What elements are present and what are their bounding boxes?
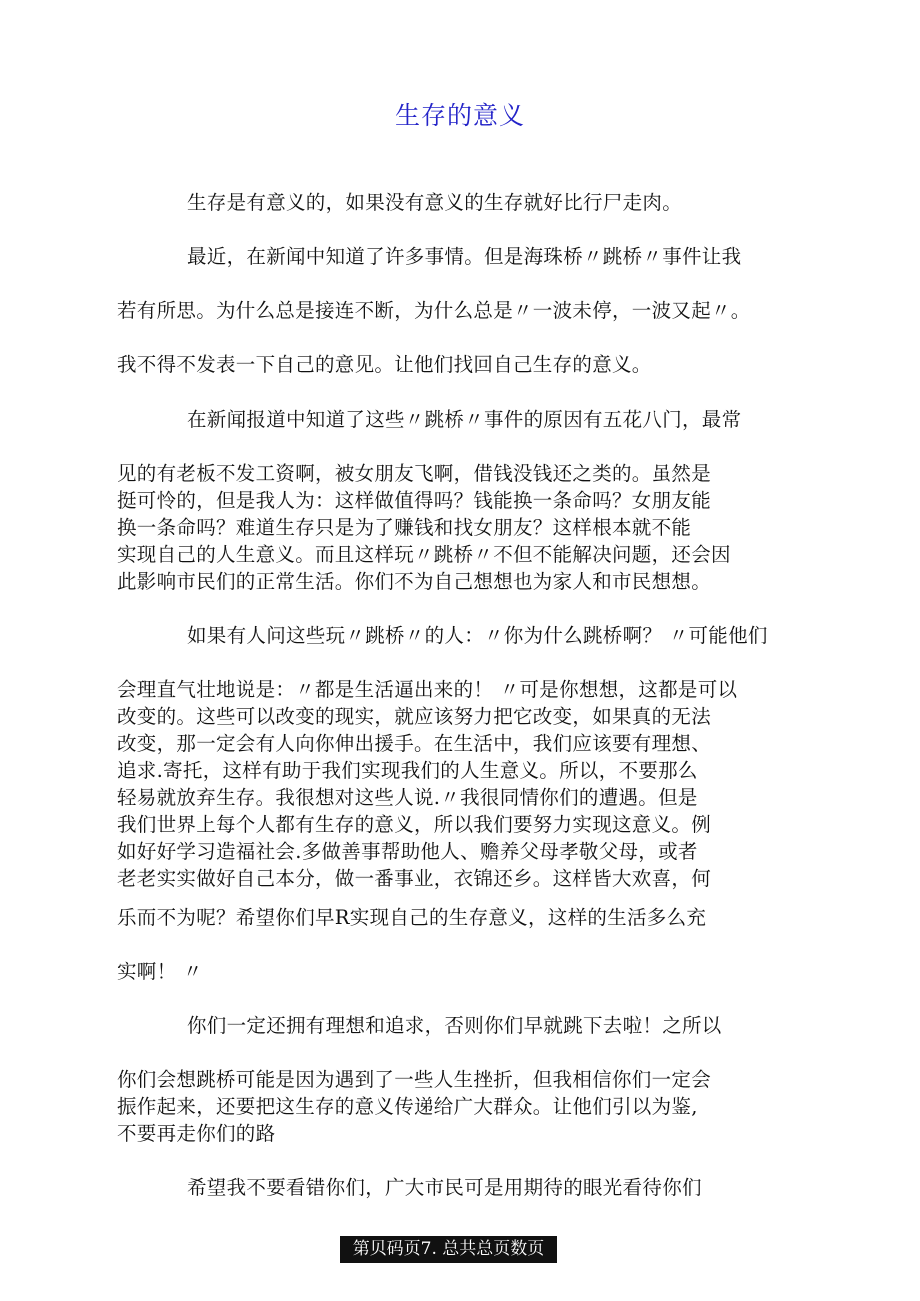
text-line: 最近，在新闻中知道了许多事情。但是海珠桥〃跳桥〃事件让我 [187, 245, 742, 268]
text-line: 改变，那一定会有人向你伸出援手。在生活中，我们应该要有理想、 [117, 732, 712, 755]
text-line: 振作起来，还要把这生存的意义传递给广大群众。让他们引以为鉴, [117, 1095, 698, 1118]
text-line: 在新闻报道中知道了这些〃跳桥〃事件的原因有五花八门，最常 [187, 408, 742, 431]
text-line: 你们一定还拥有理想和追求，否则你们早就跳下去啦！之所以 [187, 1014, 722, 1037]
text-line: 若有所思。为什么总是接连不断，为什么总是〃一波未停，一波又起〃。 [117, 299, 751, 322]
text-line: 改变的。这些可以改变的现实，就应该努力把它改变，如果真的无法 [117, 705, 712, 728]
text-line: 见的有老板不发工资啊，被女朋友飞啊，借钱没钱还之类的。虽然是 [117, 462, 712, 485]
text-line: 乐而不为呢？希望你们早R实现自己的生存意义，这样的生活多么充 [117, 906, 707, 929]
text-line: 会理直气壮地说是：〃都是生活逼出来的！ 〃可是你想想，这都是可以 [117, 678, 738, 701]
text-line: 追求.寄托，这样有助于我们实现我们的人生意义。所以，不要那么 [117, 759, 698, 782]
text-line: 此影响市民们的正常生活。你们不为自己想想也为家人和市民想想。 [117, 570, 712, 593]
text-line: 挺可怜的，但是我人为：这样做值得吗？钱能换一条命吗？女朋友能 [117, 489, 712, 512]
text-line: 如好好学习造福社会.多做善事帮助他人、赡养父母孝敬父母，或者 [117, 840, 698, 863]
text-line: 实现自己的人生意义。而且这样玩〃跳桥〃不但不能解决问题，还会因 [117, 543, 731, 566]
text-line: 轻易就放弃生存。我很想对这些人说.〃我很同情你们的遭遇。但是 [117, 786, 698, 809]
text-line: 换一条命吗？难道生存只是为了赚钱和找女朋友？这样根本就不能 [117, 516, 692, 539]
text-line: 你们会想跳桥可能是因为遇到了一些人生挫折，但我相信你们一定会 [117, 1068, 712, 1091]
text-line: 不要再走你们的路 [117, 1122, 276, 1145]
text-line: 生存是有意义的，如果没有意义的生存就好比行尸走肉。 [187, 191, 683, 214]
text-line: 老老实实做好自己本分，做一番事业，衣锦还乡。这样皆大欢喜，何 [117, 867, 712, 890]
text-line: 我不得不发表一下自己的意见。让他们找回自己生存的意义。 [117, 353, 652, 376]
text-line: 希望我不要看错你们，广大市民可是用期待的眼光看待你们 [187, 1176, 702, 1199]
document-title: 生存的意义 [394, 101, 525, 130]
text-line: 如果有人问这些玩〃跳桥〃的人：〃你为什么跳桥啊？ 〃可能他们 [187, 624, 768, 647]
page-footer: 第贝码页7. 总共总页数页 [340, 1236, 557, 1263]
text-line: 实啊！ 〃 [117, 960, 203, 983]
text-line: 我们世界上每个人都有生存的意义，所以我们要努力实现这意义。例 [117, 813, 712, 836]
